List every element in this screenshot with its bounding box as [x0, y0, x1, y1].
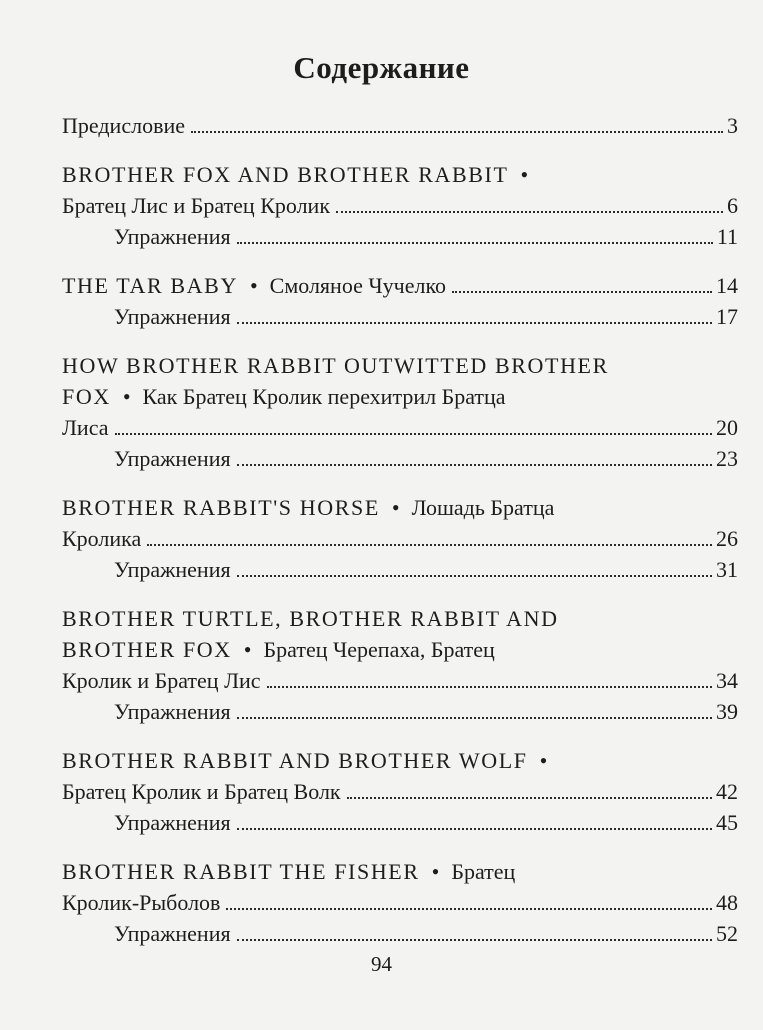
dot-leader — [237, 939, 712, 941]
toc-exercises-line — [62, 301, 738, 332]
dot-leader — [115, 433, 713, 435]
toc-entry-line — [62, 887, 738, 918]
toc-entry-line — [62, 412, 738, 443]
entry-title-en: FOX — [62, 384, 111, 409]
page-ref: 45 — [716, 810, 738, 835]
entry-title-ru: Кролик и Братец Лис — [62, 668, 261, 693]
page-title: Содержание — [293, 50, 470, 85]
entry-title-ru: Братец — [451, 859, 516, 884]
entry-title-ru: Братец Черепаха, Братец — [263, 637, 495, 662]
page-ref: 23 — [716, 446, 738, 471]
table-of-contents — [62, 110, 738, 949]
entry-title: Предисловие — [62, 113, 185, 138]
page-ref: 17 — [716, 304, 738, 329]
toc-entry-line — [62, 776, 738, 807]
entry-title-ru: Кролика — [62, 526, 142, 551]
entry-title-ru: Смоляное Чучелко — [269, 273, 447, 298]
dot-leader — [237, 464, 712, 466]
toc-entry-title-line — [62, 745, 738, 776]
dot-leader — [191, 131, 723, 133]
page-ref: 42 — [716, 779, 738, 804]
toc-exercises-line — [62, 918, 738, 949]
toc-entry-title-line — [62, 603, 738, 634]
dot-leader — [237, 242, 713, 244]
dot-leader — [347, 797, 712, 799]
exercises-label: Упражнения — [114, 446, 231, 471]
entry-title-ru: Братец Кролик и Братец Волк — [62, 779, 341, 804]
toc-entry-preface — [62, 110, 738, 141]
dot-leader — [237, 575, 712, 577]
bullet-separator: • — [539, 748, 548, 773]
entry-title-en: BROTHER FOX AND BROTHER RABBIT — [62, 162, 509, 187]
entry-title-ru: Как Братец Кролик перехитрил Братца — [142, 384, 506, 409]
exercises-label: Упражнения — [114, 699, 231, 724]
bullet-separator: • — [391, 495, 400, 520]
dot-leader — [226, 908, 712, 910]
bullet-separator: • — [122, 384, 131, 409]
toc-exercises-line — [62, 696, 738, 727]
entry-title-en: BROTHER FOX — [62, 637, 232, 662]
bullet-separator: • — [249, 273, 258, 298]
dot-leader — [336, 211, 723, 213]
exercises-label: Упражнения — [114, 224, 231, 249]
entry-title-en: HOW BROTHER RABBIT OUTWITTED BROTHER — [62, 353, 609, 378]
page-ref: 11 — [716, 224, 738, 249]
page-ref: 20 — [716, 415, 738, 440]
toc-entry-title-line — [62, 492, 738, 523]
toc-entry-title-line — [62, 634, 738, 665]
entry-title-ru: Кролик-Рыболов — [62, 890, 221, 915]
page-ref: 48 — [716, 890, 738, 915]
dot-leader — [267, 686, 712, 688]
page-ref: 31 — [716, 557, 738, 582]
exercises-label: Упражнения — [114, 304, 231, 329]
toc-exercises-line — [62, 554, 738, 585]
entry-title-en: BROTHER TURTLE, BROTHER RABBIT AND — [62, 606, 559, 631]
page-ref: 34 — [716, 668, 738, 693]
toc-entry-line — [62, 665, 738, 696]
exercises-label: Упражнения — [114, 557, 231, 582]
dot-leader — [237, 717, 712, 719]
toc-entry-title-line — [62, 159, 738, 190]
toc-exercises-line — [62, 221, 738, 252]
page-ref: 3 — [727, 113, 738, 138]
page-number: 94 — [371, 952, 392, 976]
page-ref: 26 — [716, 526, 738, 551]
bullet-separator: • — [431, 859, 440, 884]
exercises-label: Упражнения — [114, 921, 231, 946]
toc-exercises-line — [62, 443, 738, 474]
entry-title-en: BROTHER RABBIT AND BROTHER WOLF — [62, 748, 528, 773]
toc-entry-title-line — [62, 856, 738, 887]
toc-exercises-line — [62, 807, 738, 838]
toc-entry-line — [62, 270, 738, 301]
dot-leader — [452, 291, 712, 293]
toc-entry-line — [62, 523, 738, 554]
page-ref: 39 — [716, 699, 738, 724]
dot-leader — [237, 322, 712, 324]
entry-title-ru: Лошадь Братца — [411, 495, 555, 520]
toc-entry-title-line — [62, 381, 738, 412]
toc-entry-title-line — [62, 350, 738, 381]
toc-entry-line — [62, 190, 738, 221]
page-ref: 6 — [727, 193, 738, 218]
dot-leader — [147, 544, 712, 546]
exercises-label: Упражнения — [114, 810, 231, 835]
page-ref: 14 — [716, 273, 738, 298]
entry-title-en: BROTHER RABBIT THE FISHER — [62, 859, 420, 884]
entry-title-en: BROTHER RABBIT'S HORSE — [62, 495, 380, 520]
entry-title-ru: Братец Лис и Братец Кролик — [62, 193, 331, 218]
page-ref: 52 — [716, 921, 738, 946]
bullet-separator: • — [243, 637, 252, 662]
dot-leader — [237, 828, 712, 830]
bullet-separator: • — [520, 162, 529, 187]
entry-title-en: THE TAR BABY — [62, 273, 238, 298]
entry-title-ru: Лиса — [62, 415, 109, 440]
